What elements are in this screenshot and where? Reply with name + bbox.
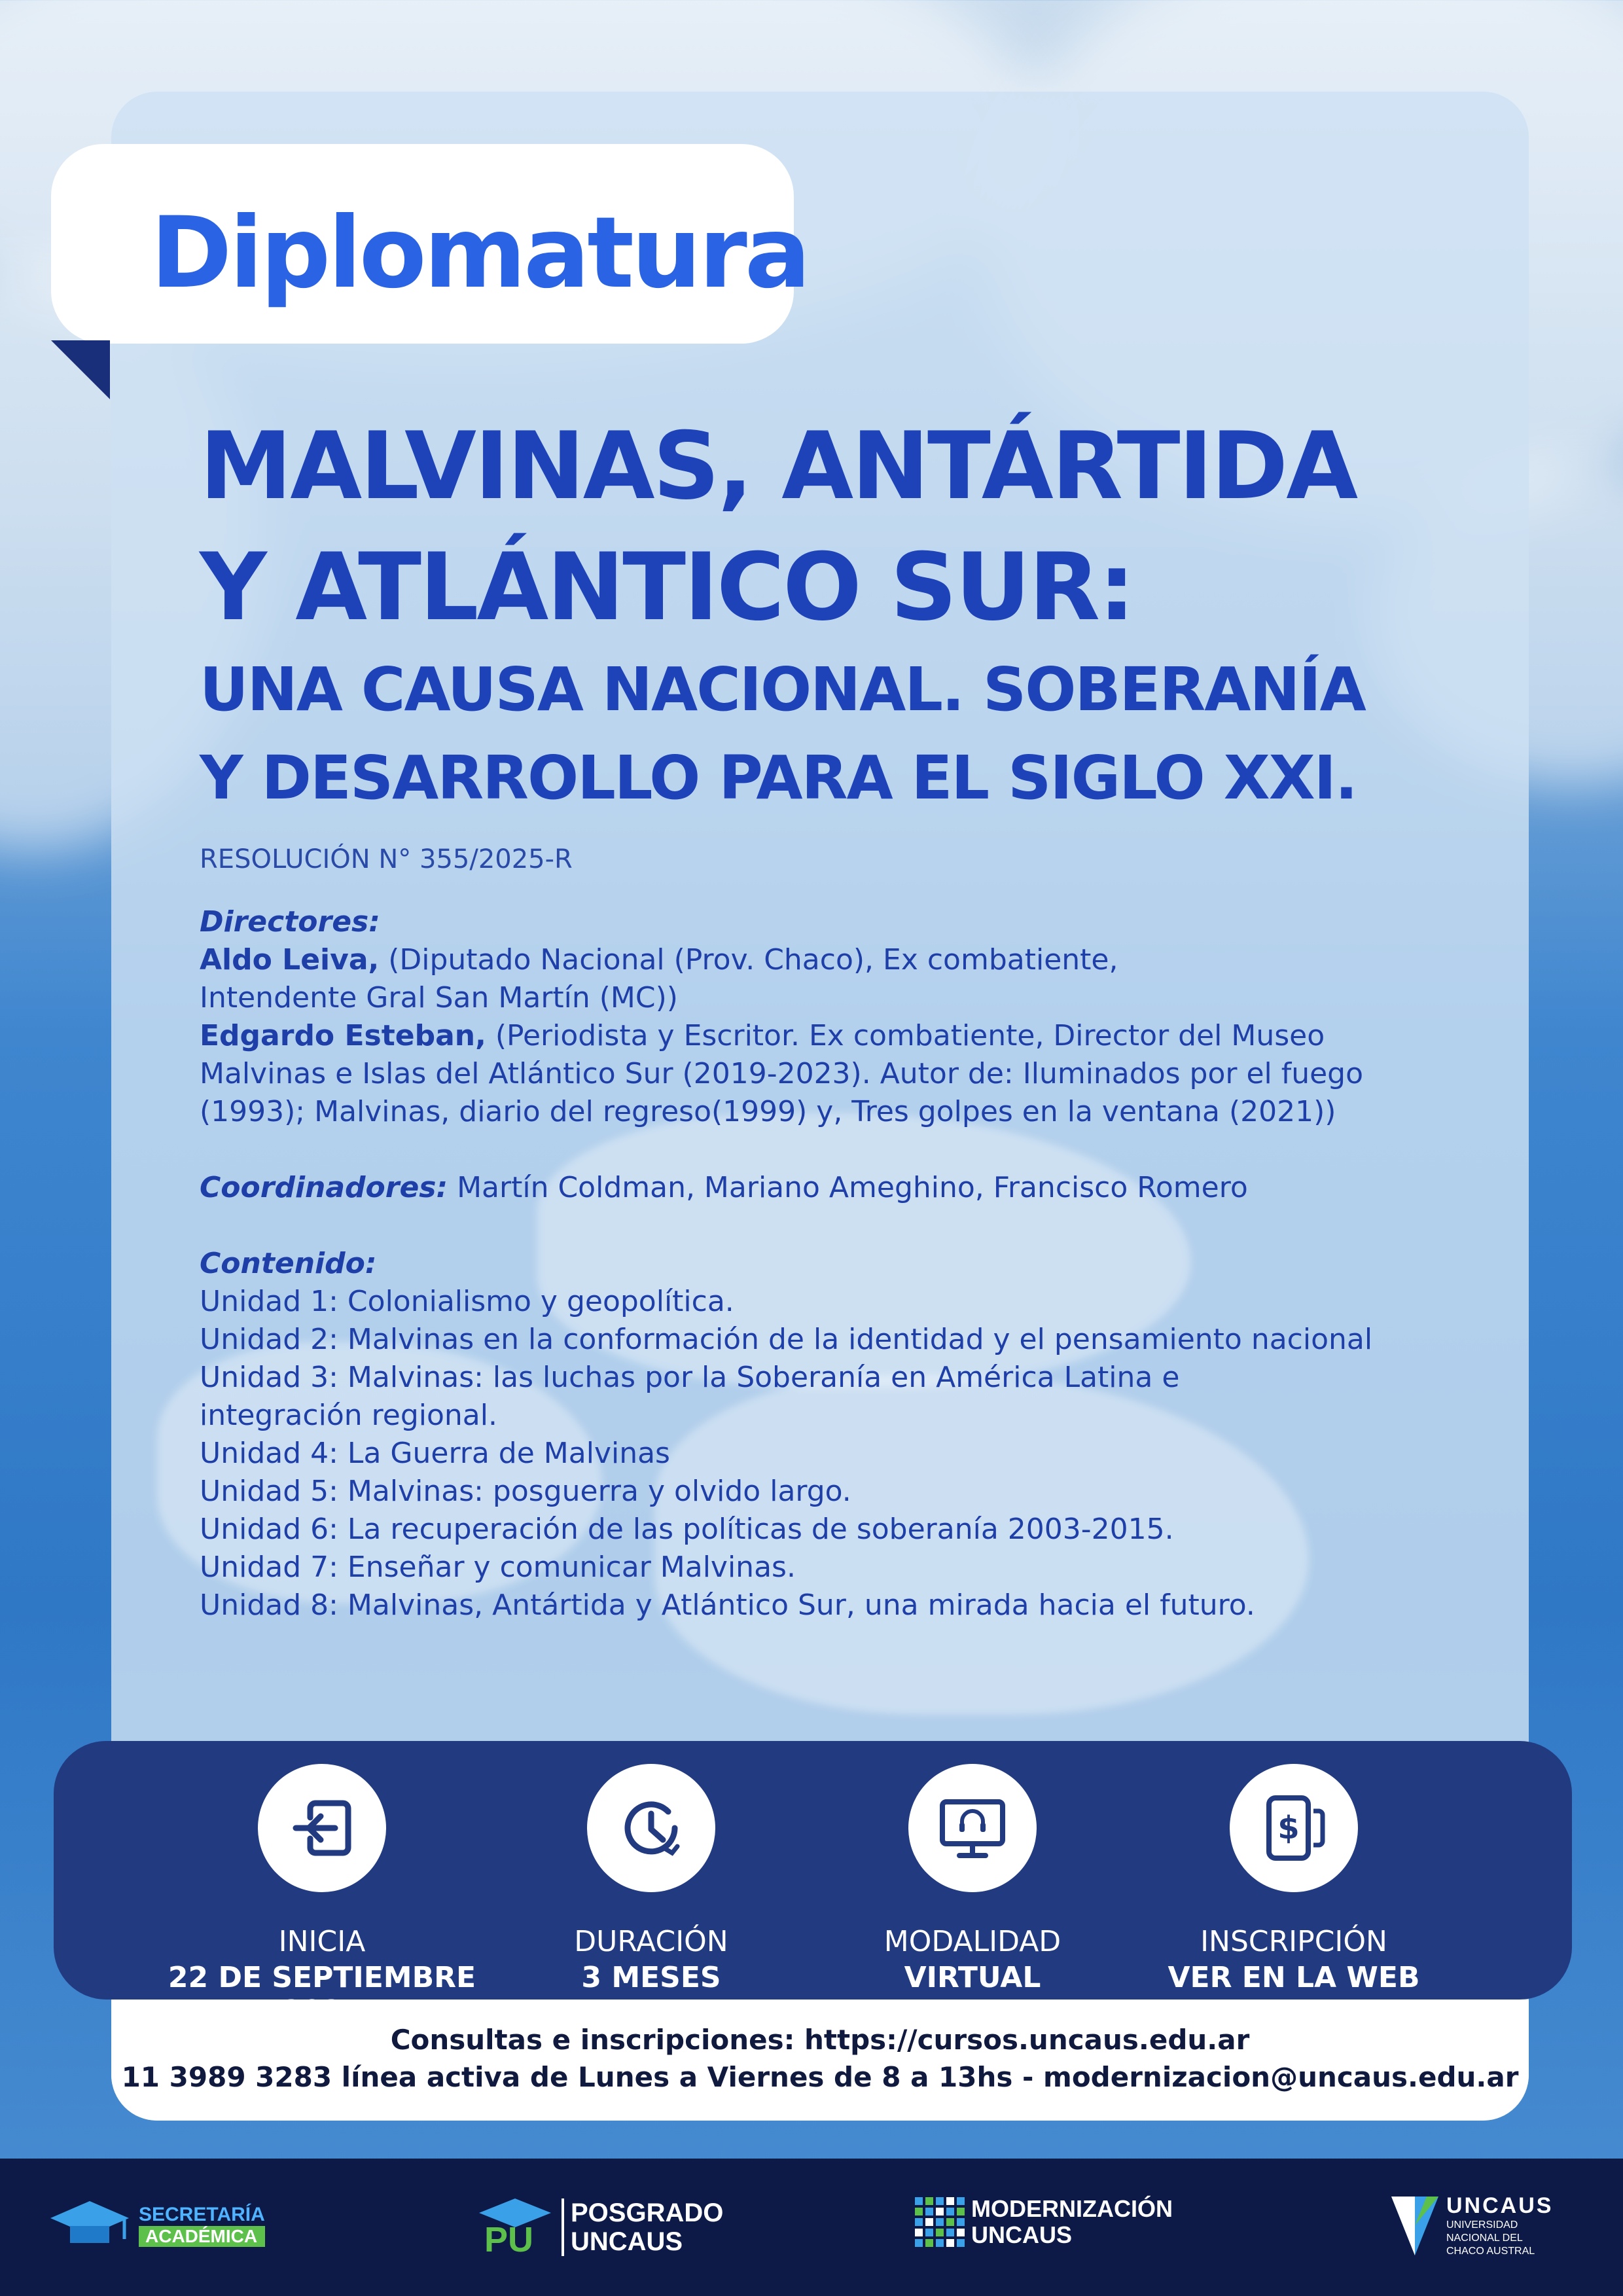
content-unit: Unidad 6: La recuperación de las políticas de soberanía 2003-2015.: [200, 1513, 1174, 1546]
info-mode: [802, 1764, 1143, 1994]
posgrado-uncaus-logo: [476, 2196, 723, 2259]
enter-icon: [258, 1764, 386, 1892]
uncaus-logo: [1389, 2193, 1553, 2258]
page-title-line2: Y ATLÁNTICO SUR:: [200, 533, 1133, 641]
info-start-value: 22 DE SEPTIEMBRE: [168, 1961, 476, 1994]
content-unit: Unidad 7: Enseñar y comunicar Malvinas.: [200, 1551, 796, 1584]
director-1-desc: (Diputado Nacional (Prov. Chaco), Ex combatiente,: [379, 943, 1118, 977]
director-2-desc-cont: (1993); Malvinas, diario del regreso(1999) y, Tres golpes en la ventana (2021)): [200, 1095, 1336, 1128]
info-start-label: INICIA: [278, 1925, 366, 1958]
svg-text:$: $: [1277, 1810, 1300, 1846]
modern-line1: MODERNIZACIÓN: [971, 2195, 1173, 2222]
secretaria-line1: SECRETARÍA: [139, 2204, 265, 2225]
director-2: [200, 1017, 1482, 1055]
director-1: [200, 941, 1482, 979]
director-2-name: Edgardo Esteban,: [200, 1019, 486, 1052]
content-label: Contenido:: [200, 1247, 377, 1280]
coordinators-label: Coordinadores:: [200, 1171, 448, 1204]
tab-fold: [51, 340, 110, 399]
resolution-number: RESOLUCIÓN N° 355/2025-R: [200, 844, 573, 874]
program-details: [200, 903, 1482, 1624]
contact-phone-email[interactable]: 11 3989 3283 línea activa de Lunes a Viernes de 8 a 13hs - modernizacion@uncaus.edu.ar: [121, 2061, 1519, 2093]
monitor-headset-icon: [908, 1764, 1037, 1892]
contact-box: [111, 2000, 1529, 2121]
info-signup: [1124, 1764, 1464, 1994]
subtitle-line1: UNA CAUSA NACIONAL. SOBERANÍA: [200, 655, 1365, 725]
info-duration-label: DURACIÓN: [574, 1925, 728, 1958]
director-2-desc-cont: Malvinas e Islas del Atlántico Sur (2019-2023). Autor de: Iluminados por el fuego: [200, 1057, 1364, 1090]
uncaus-name: UNCAUS: [1446, 2193, 1554, 2218]
uncaus-sub3: CHACO AUSTRAL: [1446, 2245, 1535, 2257]
uncaus-sub1: UNIVERSIDAD: [1446, 2219, 1518, 2231]
info-duration: [481, 1764, 821, 1994]
posgrado-mark: [476, 2196, 554, 2259]
program-type: Diplomatura: [151, 196, 808, 310]
modernizacion-uncaus-logo: [914, 2196, 1173, 2248]
secretaria-academica-logo: [47, 2196, 265, 2255]
dollar-phone-icon: [1230, 1764, 1358, 1892]
uncaus-sub2: NACIONAL DEL: [1446, 2232, 1523, 2244]
posgrado-initials: PU: [484, 2220, 534, 2259]
coordinators: [200, 1169, 1482, 1207]
content-unit: Unidad 4: La Guerra de Malvinas: [200, 1437, 670, 1470]
contact-web[interactable]: Consultas e inscripciones: https://cursos.uncaus.edu.ar: [390, 2024, 1250, 2056]
info-mode-label: MODALIDAD: [883, 1925, 1061, 1958]
graduation-cap-icon: [47, 2196, 132, 2255]
posgrado-line2: UNCAUS: [571, 2227, 683, 2256]
posgrado-line1: POSGRADO: [571, 2198, 724, 2227]
content-unit: Unidad 8: Malvinas, Antártida y Atlántico Sur, una mirada hacia el futuro.: [200, 1588, 1255, 1622]
director-1-name: Aldo Leiva,: [200, 943, 380, 977]
info-duration-value: 3 MESES: [581, 1961, 721, 1994]
content-unit: Unidad 2: Malvinas en la conformación de la identidad y el pensamiento nacional: [200, 1323, 1373, 1356]
info-mode-value: VIRTUAL: [904, 1961, 1041, 1994]
content-unit: Unidad 3: Malvinas: las luchas por la Soberanía en América Latina e: [200, 1361, 1180, 1394]
directors-label: Directores:: [200, 905, 380, 939]
coordinators-names: Martín Coldman, Mariano Ameghino, Francisco Romero: [448, 1171, 1248, 1204]
uncaus-emblem-icon: [1389, 2193, 1441, 2258]
director-2-desc: (Periodista y Escritor. Ex combatiente, Director del Museo: [486, 1019, 1325, 1052]
clock-icon: [587, 1764, 715, 1892]
secretaria-line2: ACADÉMICA: [139, 2226, 265, 2247]
info-signup-label: INSCRIPCIÓN: [1200, 1925, 1387, 1958]
pixel-grid-icon: [914, 2196, 966, 2248]
info-start: [152, 1764, 492, 2028]
modern-line2: UNCAUS: [971, 2221, 1073, 2248]
page-title-line1: MALVINAS, ANTÁRTIDA: [200, 412, 1357, 520]
content-unit: Unidad 1: Colonialismo y geopolítica.: [200, 1285, 734, 1318]
content-unit: Unidad 5: Malvinas: posguerra y olvido largo.: [200, 1475, 851, 1508]
content-unit: integración regional.: [200, 1399, 497, 1432]
subtitle-line2: Y DESARROLLO PARA EL SIGLO XXI.: [200, 743, 1357, 813]
director-1-desc-cont: Intendente Gral San Martín (MC)): [200, 981, 678, 1014]
info-signup-value: VER EN LA WEB: [1168, 1961, 1420, 1994]
